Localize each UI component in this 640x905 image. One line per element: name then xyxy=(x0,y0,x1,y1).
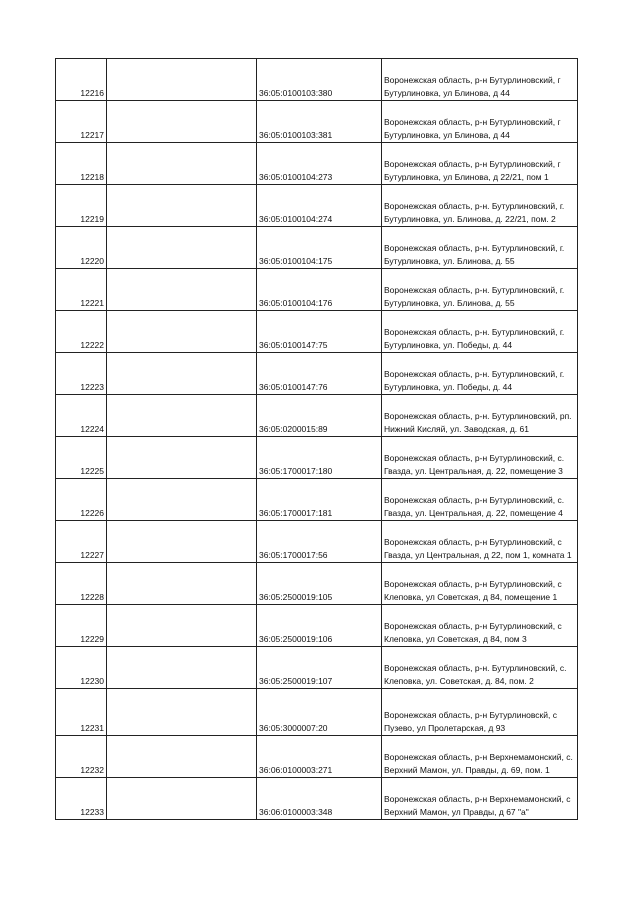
table-row xyxy=(56,353,578,395)
empty-cell xyxy=(107,647,257,689)
cadastral-number-cell: 36:06:0100003:348 xyxy=(257,778,382,820)
row-number-cell: 12221 xyxy=(56,269,107,311)
cadastral-number-cell: 36:05:1700017:180 xyxy=(257,437,382,479)
registry-body xyxy=(56,59,578,820)
empty-cell xyxy=(107,269,257,311)
cadastral-number-cell: 36:05:0100147:75 xyxy=(257,311,382,353)
table-row xyxy=(56,227,578,269)
cadastral-number-cell: 36:05:2500019:107 xyxy=(257,647,382,689)
table-row xyxy=(56,101,578,143)
table-row xyxy=(56,395,578,437)
address-cell: Воронежская область, р-н. Бутурлиновский, рп. Нижний Кисляй, ул. Заводская, д. 61 xyxy=(382,395,578,437)
table-row xyxy=(56,479,578,521)
address-cell: Воронежская область, р-н. Бутурлиновский, г. Бутурлиновка, ул. Победы, д. 44 xyxy=(382,353,578,395)
row-number-cell: 12231 xyxy=(56,689,107,736)
table-row xyxy=(56,269,578,311)
row-number-cell: 12216 xyxy=(56,59,107,101)
row-number-cell: 12230 xyxy=(56,647,107,689)
table-row xyxy=(56,689,578,736)
address-cell: Воронежская область, р-н Бутурлиновский, с Клеповка, ул Советская, д 84, помещение 1 xyxy=(382,563,578,605)
cadastral-number-cell: 36:05:1700017:181 xyxy=(257,479,382,521)
empty-cell xyxy=(107,311,257,353)
row-number-cell: 12218 xyxy=(56,143,107,185)
cadastral-number-cell: 36:05:1700017:56 xyxy=(257,521,382,563)
table-row xyxy=(56,185,578,227)
address-cell: Воронежская область, р-н Бутурлиновский, с. Гвазда, ул. Центральная, д. 22, помещение 4 xyxy=(382,479,578,521)
row-number-cell: 12227 xyxy=(56,521,107,563)
row-number-cell: 12229 xyxy=(56,605,107,647)
table-row xyxy=(56,521,578,563)
address-cell: Воронежская область, р-н Верхнемамонский, с. Верхний Мамон, ул. Правды, д. 69, пом. 1 xyxy=(382,736,578,778)
row-number-cell: 12225 xyxy=(56,437,107,479)
row-number-cell: 12222 xyxy=(56,311,107,353)
empty-cell xyxy=(107,689,257,736)
empty-cell xyxy=(107,563,257,605)
empty-cell xyxy=(107,395,257,437)
cadastral-number-cell: 36:05:0100104:273 xyxy=(257,143,382,185)
cadastral-number-cell: 36:05:2500019:105 xyxy=(257,563,382,605)
address-cell: Воронежская область, р-н Верхнемамонский, с Верхний Мамон, ул Правды, д 67 "а" xyxy=(382,778,578,820)
row-number-cell: 12219 xyxy=(56,185,107,227)
address-cell: Воронежская область, р-н Бутурлиновский, с Клеповка, ул Советская, д 84, пом 3 xyxy=(382,605,578,647)
registry-table xyxy=(55,58,578,820)
cadastral-number-cell: 36:05:0100147:76 xyxy=(257,353,382,395)
row-number-cell: 12224 xyxy=(56,395,107,437)
cadastral-number-cell: 36:05:0100104:274 xyxy=(257,185,382,227)
table-row xyxy=(56,605,578,647)
address-cell: Воронежская область, р-н Бутурлиновский, с. Гвазда, ул. Центральная, д. 22, помещение 3 xyxy=(382,437,578,479)
table-row xyxy=(56,778,578,820)
address-cell: Воронежская область, р-н Бутурлиновский, с Гвазда, ул Центральная, д 22, пом 1, комната 1 xyxy=(382,521,578,563)
cadastral-number-cell: 36:06:0100003:271 xyxy=(257,736,382,778)
row-number-cell: 12223 xyxy=(56,353,107,395)
address-cell: Воронежская область, р-н Бутурлиновский, г Бутурлиновка, ул Блинова, д 44 xyxy=(382,101,578,143)
cadastral-number-cell: 36:05:2500019:106 xyxy=(257,605,382,647)
empty-cell xyxy=(107,227,257,269)
row-number-cell: 12217 xyxy=(56,101,107,143)
address-cell: Воронежская область, р-н Бутурлиновский, г Бутурлиновка, ул Блинова, д 22/21, пом 1 xyxy=(382,143,578,185)
address-cell: Воронежская область, р-н Бутурлиновский, г Бутурлиновка, ул Блинова, д 44 xyxy=(382,59,578,101)
cadastral-number-cell: 36:05:0100104:175 xyxy=(257,227,382,269)
row-number-cell: 12220 xyxy=(56,227,107,269)
empty-cell xyxy=(107,736,257,778)
empty-cell xyxy=(107,353,257,395)
table-row xyxy=(56,736,578,778)
empty-cell xyxy=(107,437,257,479)
cadastral-number-cell: 36:05:0100103:380 xyxy=(257,59,382,101)
empty-cell xyxy=(107,143,257,185)
row-number-cell: 12233 xyxy=(56,778,107,820)
table-row xyxy=(56,59,578,101)
empty-cell xyxy=(107,479,257,521)
table-row xyxy=(56,143,578,185)
cadastral-number-cell: 36:05:3000007:20 xyxy=(257,689,382,736)
row-number-cell: 12228 xyxy=(56,563,107,605)
table-row xyxy=(56,647,578,689)
empty-cell xyxy=(107,521,257,563)
address-cell: Воронежская область, р-н. Бутурлиновский, г. Бутурлиновка, ул. Блинова, д. 55 xyxy=(382,269,578,311)
table-row xyxy=(56,437,578,479)
row-number-cell: 12232 xyxy=(56,736,107,778)
cadastral-number-cell: 36:05:0100104:176 xyxy=(257,269,382,311)
empty-cell xyxy=(107,778,257,820)
empty-cell xyxy=(107,101,257,143)
table-row xyxy=(56,563,578,605)
empty-cell xyxy=(107,605,257,647)
address-cell: Воронежская область, р-н Бутурлиновскй, с Пузево, ул Пролетарская, д 93 xyxy=(382,689,578,736)
cadastral-number-cell: 36:05:0200015:89 xyxy=(257,395,382,437)
address-cell: Воронежская область, р-н. Бутурлиновский, г. Бутурлиновка, ул. Блинова, д. 22/21, пом. 2 xyxy=(382,185,578,227)
cadastral-number-cell: 36:05:0100103:381 xyxy=(257,101,382,143)
row-number-cell: 12226 xyxy=(56,479,107,521)
address-cell: Воронежская область, р-н. Бутурлиновский, г. Бутурлиновка, ул. Блинова, д. 55 xyxy=(382,227,578,269)
empty-cell xyxy=(107,59,257,101)
table-row xyxy=(56,311,578,353)
address-cell: Воронежская область, р-н. Бутурлиновский, г. Бутурлиновка, ул. Победы, д. 44 xyxy=(382,311,578,353)
address-cell: Воронежская область, р-н. Бутурлиновский, с. Клеповка, ул. Советская, д. 84, пом. 2 xyxy=(382,647,578,689)
empty-cell xyxy=(107,185,257,227)
